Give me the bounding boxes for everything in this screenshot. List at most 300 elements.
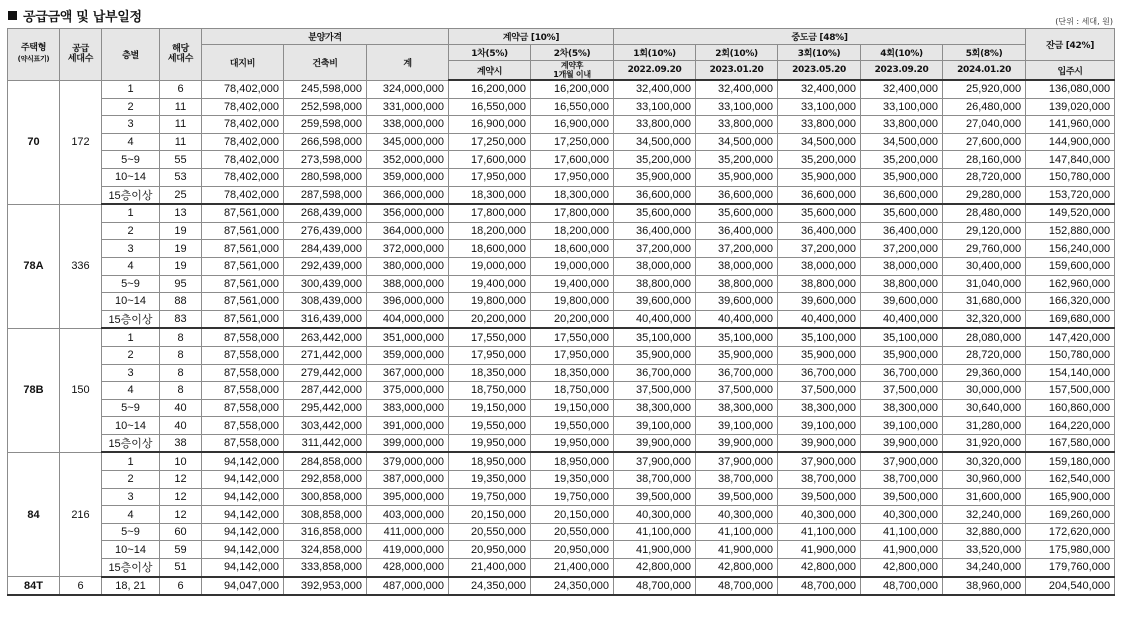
amount-cell: 379,000,000 (367, 452, 449, 470)
amount-cell: 38,700,000 (696, 471, 778, 489)
amount-cell: 39,500,000 (861, 488, 943, 506)
amount-cell: 28,160,000 (943, 151, 1026, 169)
amount-cell: 40,300,000 (861, 506, 943, 524)
amount-cell: 87,558,000 (202, 382, 284, 400)
amount-cell: 419,000,000 (367, 541, 449, 559)
amount-cell: 391,000,000 (367, 417, 449, 435)
amount-cell: 40,300,000 (778, 506, 861, 524)
header-type: 주택형 (약식표기) (8, 29, 60, 81)
amount-cell: 33,100,000 (778, 98, 861, 116)
header-mid-group: 중도금 [48%] (614, 29, 1026, 45)
floor-cell: 10~14 (102, 417, 160, 435)
amount-cell: 292,439,000 (284, 257, 367, 275)
table-row (8, 98, 1115, 116)
header-building: 건축비 (284, 45, 367, 81)
table-row (8, 523, 1115, 541)
amount-cell: 38,000,000 (696, 257, 778, 275)
supply-count-cell: 150 (60, 328, 102, 452)
table-row (8, 541, 1115, 559)
amount-cell: 37,500,000 (696, 382, 778, 400)
amount-cell: 87,558,000 (202, 417, 284, 435)
amount-cell: 252,598,000 (284, 98, 367, 116)
amount-cell: 403,000,000 (367, 506, 449, 524)
amount-cell: 28,720,000 (943, 168, 1026, 186)
amount-cell: 36,400,000 (614, 222, 696, 240)
amount-cell: 268,439,000 (284, 204, 367, 222)
amount-cell: 19,800,000 (531, 293, 614, 311)
amount-cell: 94,047,000 (202, 577, 284, 596)
price-schedule-table (7, 28, 1115, 596)
amount-cell: 18,200,000 (449, 222, 531, 240)
amount-cell: 396,000,000 (367, 293, 449, 311)
amount-cell: 280,598,000 (284, 168, 367, 186)
amount-cell: 30,960,000 (943, 471, 1026, 489)
amount-cell: 18,950,000 (449, 452, 531, 470)
amount-cell: 36,400,000 (696, 222, 778, 240)
amount-cell: 34,500,000 (861, 133, 943, 151)
floor-cell: 1 (102, 80, 160, 98)
units-cell: 51 (160, 559, 202, 577)
amount-cell: 39,600,000 (778, 293, 861, 311)
amount-cell: 35,100,000 (861, 328, 943, 346)
amount-cell: 34,500,000 (778, 133, 861, 151)
amount-cell: 17,550,000 (531, 328, 614, 346)
amount-cell: 48,700,000 (778, 577, 861, 596)
amount-cell: 31,680,000 (943, 293, 1026, 311)
house-type-cell: 70 (8, 80, 60, 204)
amount-cell: 35,900,000 (696, 168, 778, 186)
amount-cell: 37,200,000 (614, 240, 696, 258)
amount-cell: 30,320,000 (943, 452, 1026, 470)
amount-cell: 380,000,000 (367, 257, 449, 275)
floor-cell: 4 (102, 382, 160, 400)
floor-cell: 15층이상 (102, 310, 160, 328)
amount-cell: 40,300,000 (696, 506, 778, 524)
amount-cell: 94,142,000 (202, 488, 284, 506)
amount-cell: 94,142,000 (202, 452, 284, 470)
amount-cell: 48,700,000 (696, 577, 778, 596)
amount-cell: 39,100,000 (778, 417, 861, 435)
units-cell: 11 (160, 98, 202, 116)
amount-cell: 18,600,000 (449, 240, 531, 258)
page-title-text: 공급금액 및 납부일정 (23, 10, 142, 25)
amount-cell: 33,100,000 (696, 98, 778, 116)
units-cell: 8 (160, 328, 202, 346)
amount-cell: 38,700,000 (861, 471, 943, 489)
amount-cell: 300,858,000 (284, 488, 367, 506)
header-c2-when: 계약후 1개월 이내 (531, 61, 614, 81)
amount-cell: 387,000,000 (367, 471, 449, 489)
amount-cell: 34,240,000 (943, 559, 1026, 577)
amount-cell: 42,800,000 (696, 559, 778, 577)
units-cell: 10 (160, 452, 202, 470)
amount-cell: 35,200,000 (861, 151, 943, 169)
amount-cell: 39,900,000 (861, 434, 943, 452)
amount-cell: 87,558,000 (202, 434, 284, 452)
amount-cell: 39,500,000 (696, 488, 778, 506)
amount-cell: 19,750,000 (449, 488, 531, 506)
amount-cell: 19,750,000 (531, 488, 614, 506)
header-c1-when: 계약시 (449, 61, 531, 81)
amount-cell: 352,000,000 (367, 151, 449, 169)
header-units: 해당 세대수 (160, 29, 202, 81)
amount-cell: 279,442,000 (284, 364, 367, 382)
header-m4-date: 2023.09.20 (861, 61, 943, 81)
amount-cell: 87,558,000 (202, 364, 284, 382)
amount-cell: 37,900,000 (778, 452, 861, 470)
amount-cell: 147,420,000 (1026, 328, 1115, 346)
amount-cell: 162,960,000 (1026, 275, 1115, 293)
amount-cell: 35,100,000 (614, 328, 696, 346)
amount-cell: 35,100,000 (778, 328, 861, 346)
header-balance: 잔금 [42%] (1026, 29, 1115, 61)
amount-cell: 25,920,000 (943, 80, 1026, 98)
amount-cell: 162,540,000 (1026, 471, 1115, 489)
units-cell: 19 (160, 222, 202, 240)
header-m5: 5회(8%) (943, 45, 1026, 61)
amount-cell: 29,760,000 (943, 240, 1026, 258)
amount-cell: 18,300,000 (449, 186, 531, 204)
amount-cell: 19,400,000 (449, 275, 531, 293)
amount-cell: 157,500,000 (1026, 382, 1115, 400)
amount-cell: 356,000,000 (367, 204, 449, 222)
amount-cell: 32,400,000 (861, 80, 943, 98)
amount-cell: 39,600,000 (614, 293, 696, 311)
supply-count-cell: 216 (60, 452, 102, 576)
amount-cell: 271,442,000 (284, 346, 367, 364)
amount-cell: 41,100,000 (696, 523, 778, 541)
amount-cell: 154,140,000 (1026, 364, 1115, 382)
floor-cell: 3 (102, 116, 160, 134)
amount-cell: 308,439,000 (284, 293, 367, 311)
units-cell: 53 (160, 168, 202, 186)
header-supply: 공급 세대수 (60, 29, 102, 81)
amount-cell: 18,350,000 (531, 364, 614, 382)
amount-cell: 78,402,000 (202, 80, 284, 98)
amount-cell: 39,600,000 (861, 293, 943, 311)
amount-cell: 30,000,000 (943, 382, 1026, 400)
amount-cell: 42,800,000 (861, 559, 943, 577)
amount-cell: 295,442,000 (284, 399, 367, 417)
floor-cell: 1 (102, 452, 160, 470)
amount-cell: 35,900,000 (614, 168, 696, 186)
header-c1: 1차(5%) (449, 45, 531, 61)
amount-cell: 18,750,000 (531, 382, 614, 400)
amount-cell: 35,900,000 (778, 168, 861, 186)
amount-cell: 159,600,000 (1026, 257, 1115, 275)
amount-cell: 16,550,000 (531, 98, 614, 116)
amount-cell: 33,800,000 (861, 116, 943, 134)
amount-cell: 316,858,000 (284, 523, 367, 541)
amount-cell: 165,900,000 (1026, 488, 1115, 506)
amount-cell: 18,600,000 (531, 240, 614, 258)
amount-cell: 150,780,000 (1026, 346, 1115, 364)
amount-cell: 28,080,000 (943, 328, 1026, 346)
amount-cell: 351,000,000 (367, 328, 449, 346)
amount-cell: 149,520,000 (1026, 204, 1115, 222)
amount-cell: 28,720,000 (943, 346, 1026, 364)
header-balance-when: 입주시 (1026, 61, 1115, 81)
header-total: 계 (367, 45, 449, 81)
amount-cell: 366,000,000 (367, 186, 449, 204)
amount-cell: 20,550,000 (449, 523, 531, 541)
amount-cell: 16,550,000 (449, 98, 531, 116)
amount-cell: 37,900,000 (696, 452, 778, 470)
amount-cell: 141,960,000 (1026, 116, 1115, 134)
amount-cell: 33,100,000 (861, 98, 943, 116)
amount-cell: 30,400,000 (943, 257, 1026, 275)
header-m4: 4회(10%) (861, 45, 943, 61)
amount-cell: 375,000,000 (367, 382, 449, 400)
amount-cell: 38,300,000 (861, 399, 943, 417)
amount-cell: 19,550,000 (449, 417, 531, 435)
amount-cell: 78,402,000 (202, 151, 284, 169)
floor-cell: 10~14 (102, 293, 160, 311)
amount-cell: 36,600,000 (861, 186, 943, 204)
amount-cell: 24,350,000 (449, 577, 531, 596)
header-m3-date: 2023.05.20 (778, 61, 861, 81)
amount-cell: 33,800,000 (614, 116, 696, 134)
amount-cell: 36,600,000 (778, 186, 861, 204)
amount-cell: 345,000,000 (367, 133, 449, 151)
amount-cell: 39,600,000 (696, 293, 778, 311)
floor-cell: 2 (102, 346, 160, 364)
amount-cell: 19,950,000 (531, 434, 614, 452)
amount-cell: 87,558,000 (202, 328, 284, 346)
amount-cell: 17,950,000 (531, 346, 614, 364)
amount-cell: 17,800,000 (449, 204, 531, 222)
table-row (8, 80, 1115, 98)
units-cell: 6 (160, 80, 202, 98)
amount-cell: 287,598,000 (284, 186, 367, 204)
amount-cell: 292,858,000 (284, 471, 367, 489)
amount-cell: 32,400,000 (778, 80, 861, 98)
amount-cell: 78,402,000 (202, 133, 284, 151)
amount-cell: 78,402,000 (202, 116, 284, 134)
amount-cell: 388,000,000 (367, 275, 449, 293)
amount-cell: 87,558,000 (202, 346, 284, 364)
table-row (8, 257, 1115, 275)
amount-cell: 245,598,000 (284, 80, 367, 98)
amount-cell: 36,700,000 (778, 364, 861, 382)
table-row (8, 399, 1115, 417)
amount-cell: 87,561,000 (202, 204, 284, 222)
amount-cell: 87,558,000 (202, 399, 284, 417)
amount-cell: 35,600,000 (696, 204, 778, 222)
amount-cell: 34,500,000 (614, 133, 696, 151)
amount-cell: 17,600,000 (531, 151, 614, 169)
amount-cell: 144,900,000 (1026, 133, 1115, 151)
units-cell: 25 (160, 186, 202, 204)
floor-cell: 4 (102, 257, 160, 275)
amount-cell: 36,600,000 (696, 186, 778, 204)
amount-cell: 35,900,000 (696, 346, 778, 364)
amount-cell: 35,900,000 (778, 346, 861, 364)
amount-cell: 152,880,000 (1026, 222, 1115, 240)
amount-cell: 94,142,000 (202, 559, 284, 577)
units-cell: 55 (160, 151, 202, 169)
amount-cell: 33,800,000 (778, 116, 861, 134)
header-land: 대지비 (202, 45, 284, 81)
amount-cell: 35,600,000 (614, 204, 696, 222)
amount-cell: 39,500,000 (778, 488, 861, 506)
amount-cell: 94,142,000 (202, 506, 284, 524)
amount-cell: 38,300,000 (778, 399, 861, 417)
amount-cell: 21,400,000 (531, 559, 614, 577)
amount-cell: 48,700,000 (861, 577, 943, 596)
table-row (8, 382, 1115, 400)
amount-cell: 263,442,000 (284, 328, 367, 346)
amount-cell: 359,000,000 (367, 346, 449, 364)
amount-cell: 35,600,000 (861, 204, 943, 222)
amount-cell: 372,000,000 (367, 240, 449, 258)
amount-cell: 20,200,000 (449, 310, 531, 328)
amount-cell: 40,400,000 (696, 310, 778, 328)
floor-cell: 4 (102, 506, 160, 524)
units-cell: 19 (160, 240, 202, 258)
amount-cell: 48,700,000 (614, 577, 696, 596)
units-cell: 6 (160, 577, 202, 596)
amount-cell: 41,900,000 (778, 541, 861, 559)
amount-cell: 29,360,000 (943, 364, 1026, 382)
amount-cell: 33,520,000 (943, 541, 1026, 559)
amount-cell: 40,400,000 (778, 310, 861, 328)
amount-cell: 33,800,000 (696, 116, 778, 134)
table-row (8, 275, 1115, 293)
table-row (8, 364, 1115, 382)
amount-cell: 19,950,000 (449, 434, 531, 452)
amount-cell: 36,400,000 (861, 222, 943, 240)
amount-cell: 303,442,000 (284, 417, 367, 435)
amount-cell: 42,800,000 (778, 559, 861, 577)
amount-cell: 276,439,000 (284, 222, 367, 240)
supply-count-cell: 336 (60, 204, 102, 328)
amount-cell: 156,240,000 (1026, 240, 1115, 258)
amount-cell: 16,200,000 (449, 80, 531, 98)
amount-cell: 428,000,000 (367, 559, 449, 577)
table-row (8, 204, 1115, 222)
amount-cell: 37,200,000 (861, 240, 943, 258)
amount-cell: 20,150,000 (531, 506, 614, 524)
floor-cell: 2 (102, 98, 160, 116)
units-cell: 95 (160, 275, 202, 293)
amount-cell: 37,200,000 (696, 240, 778, 258)
amount-cell: 35,100,000 (696, 328, 778, 346)
units-cell: 8 (160, 364, 202, 382)
amount-cell: 37,200,000 (778, 240, 861, 258)
table-row (8, 168, 1115, 186)
amount-cell: 40,400,000 (614, 310, 696, 328)
amount-cell: 383,000,000 (367, 399, 449, 417)
amount-cell: 37,900,000 (614, 452, 696, 470)
header-m1-date: 2022.09.20 (614, 61, 696, 81)
amount-cell: 38,700,000 (778, 471, 861, 489)
floor-cell: 15층이상 (102, 186, 160, 204)
table-row (8, 559, 1115, 577)
amount-cell: 324,858,000 (284, 541, 367, 559)
floor-cell: 4 (102, 133, 160, 151)
floor-cell: 10~14 (102, 541, 160, 559)
floor-cell: 3 (102, 488, 160, 506)
units-cell: 13 (160, 204, 202, 222)
floor-cell: 10~14 (102, 168, 160, 186)
amount-cell: 38,800,000 (778, 275, 861, 293)
amount-cell: 16,900,000 (449, 116, 531, 134)
units-cell: 11 (160, 133, 202, 151)
floor-cell: 15층이상 (102, 434, 160, 452)
amount-cell: 40,300,000 (614, 506, 696, 524)
amount-cell: 38,000,000 (778, 257, 861, 275)
floor-cell: 5~9 (102, 523, 160, 541)
floor-cell: 5~9 (102, 275, 160, 293)
floor-cell: 1 (102, 328, 160, 346)
amount-cell: 31,920,000 (943, 434, 1026, 452)
amount-cell: 175,980,000 (1026, 541, 1115, 559)
amount-cell: 359,000,000 (367, 168, 449, 186)
amount-cell: 17,250,000 (531, 133, 614, 151)
amount-cell: 18,350,000 (449, 364, 531, 382)
amount-cell: 35,900,000 (861, 168, 943, 186)
amount-cell: 284,858,000 (284, 452, 367, 470)
amount-cell: 41,900,000 (861, 541, 943, 559)
amount-cell: 39,900,000 (696, 434, 778, 452)
square-bullet-icon (8, 11, 17, 20)
amount-cell: 17,250,000 (449, 133, 531, 151)
amount-cell: 42,800,000 (614, 559, 696, 577)
amount-cell: 139,020,000 (1026, 98, 1115, 116)
amount-cell: 36,700,000 (614, 364, 696, 382)
units-cell: 8 (160, 346, 202, 364)
header-price-group: 분양가격 (202, 29, 449, 45)
floor-cell: 2 (102, 222, 160, 240)
amount-cell: 38,700,000 (614, 471, 696, 489)
amount-cell: 18,750,000 (449, 382, 531, 400)
amount-cell: 41,100,000 (861, 523, 943, 541)
header-m1: 1회(10%) (614, 45, 696, 61)
page-title (8, 6, 142, 25)
header-m3: 3회(10%) (778, 45, 861, 61)
amount-cell: 18,200,000 (531, 222, 614, 240)
header-m2: 2회(10%) (696, 45, 778, 61)
amount-cell: 87,561,000 (202, 310, 284, 328)
table-row (8, 488, 1115, 506)
amount-cell: 316,439,000 (284, 310, 367, 328)
header-c2: 2차(5%) (531, 45, 614, 61)
amount-cell: 31,280,000 (943, 417, 1026, 435)
amount-cell: 17,550,000 (449, 328, 531, 346)
house-type-cell: 84T (8, 577, 60, 596)
table-body (8, 80, 1115, 595)
amount-cell: 41,100,000 (614, 523, 696, 541)
amount-cell: 35,600,000 (778, 204, 861, 222)
amount-cell: 39,900,000 (614, 434, 696, 452)
house-type-cell: 78B (8, 328, 60, 452)
amount-cell: 32,240,000 (943, 506, 1026, 524)
table-row (8, 506, 1115, 524)
floor-cell: 2 (102, 471, 160, 489)
units-cell: 88 (160, 293, 202, 311)
amount-cell: 338,000,000 (367, 116, 449, 134)
amount-cell: 32,400,000 (696, 80, 778, 98)
amount-cell: 41,900,000 (696, 541, 778, 559)
amount-cell: 40,400,000 (861, 310, 943, 328)
table-row (8, 328, 1115, 346)
amount-cell: 20,950,000 (531, 541, 614, 559)
amount-cell: 29,280,000 (943, 186, 1026, 204)
floor-cell: 18, 21 (102, 577, 160, 596)
amount-cell: 32,400,000 (614, 80, 696, 98)
amount-cell: 300,439,000 (284, 275, 367, 293)
